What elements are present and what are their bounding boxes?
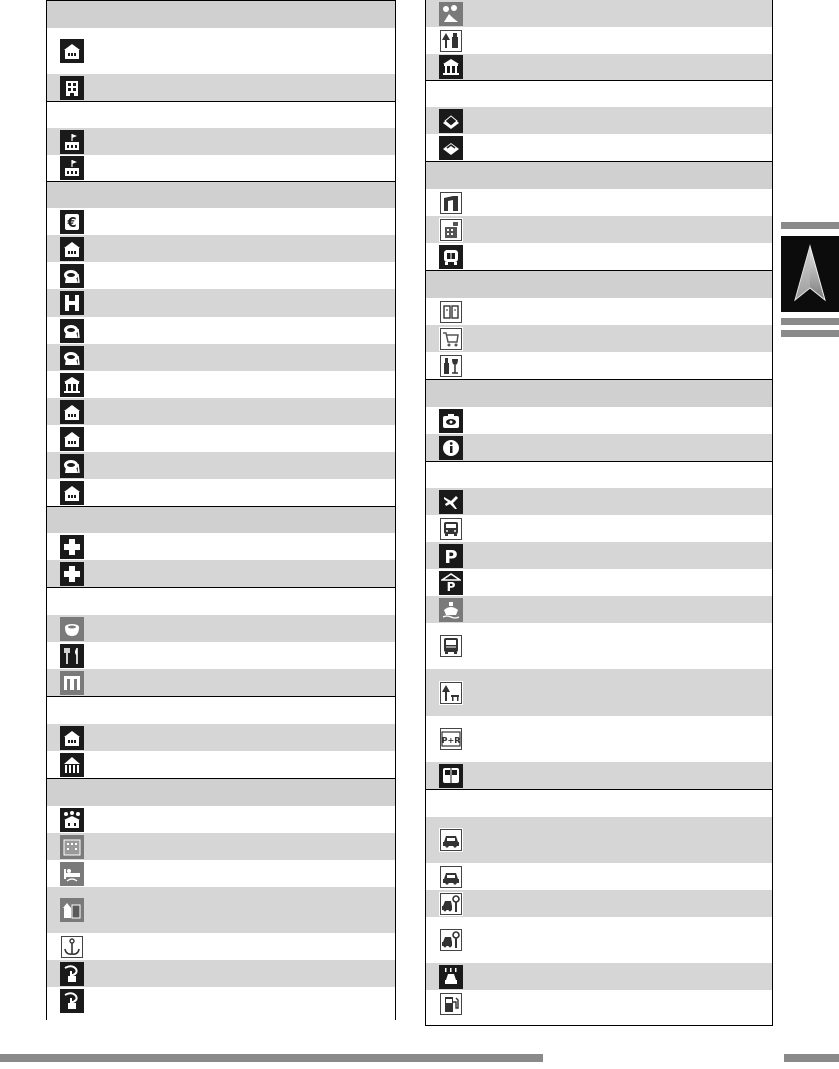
community-icon bbox=[60, 808, 84, 832]
table-row bbox=[47, 933, 395, 960]
table-row bbox=[47, 860, 395, 887]
building-icon bbox=[60, 400, 84, 424]
coffee-icon bbox=[60, 617, 84, 641]
metro-icon bbox=[439, 764, 463, 788]
table-row bbox=[47, 479, 395, 506]
table-row bbox=[426, 890, 772, 917]
table-row bbox=[426, 917, 772, 963]
bed-icon bbox=[60, 862, 84, 886]
category-header-row bbox=[426, 789, 772, 817]
table-row bbox=[47, 425, 395, 452]
food-court-icon bbox=[60, 671, 84, 695]
thumb-tab-bar-mid bbox=[781, 318, 839, 325]
first-aid-icon bbox=[60, 535, 84, 559]
thumb-tab bbox=[781, 236, 839, 312]
thumb-tab-bar-top bbox=[781, 222, 839, 229]
shopping-cart-icon bbox=[439, 327, 463, 351]
table-row bbox=[47, 28, 395, 74]
svg-text:P: P bbox=[446, 580, 456, 593]
table-row bbox=[47, 155, 395, 181]
table-row bbox=[47, 398, 395, 425]
train-icon bbox=[439, 634, 463, 658]
category-header-row bbox=[426, 379, 772, 407]
flag-building-icon bbox=[60, 130, 84, 154]
table-row bbox=[47, 669, 395, 696]
table-row bbox=[426, 189, 772, 216]
table-row bbox=[47, 74, 395, 101]
category-header-row bbox=[47, 778, 395, 806]
category-header-row bbox=[47, 696, 395, 724]
table-row bbox=[426, 298, 772, 325]
category-header-row bbox=[47, 181, 395, 208]
table-row bbox=[47, 642, 395, 669]
information-icon bbox=[439, 436, 463, 460]
table-row bbox=[47, 208, 395, 235]
table-row bbox=[426, 243, 772, 270]
right-table-column bbox=[425, 0, 773, 1026]
car-icon bbox=[439, 865, 463, 889]
building-icon bbox=[60, 39, 84, 63]
table-row bbox=[47, 751, 395, 778]
table-row bbox=[47, 235, 395, 262]
table-row bbox=[47, 317, 395, 344]
hotel-icon bbox=[60, 835, 84, 859]
education-icon bbox=[60, 264, 84, 288]
exhibition-icon bbox=[439, 245, 463, 269]
table-row bbox=[426, 762, 772, 789]
euro-icon bbox=[60, 210, 84, 234]
table-row bbox=[426, 596, 772, 623]
table-row bbox=[426, 407, 772, 434]
table-row bbox=[426, 963, 772, 990]
table-row bbox=[426, 863, 772, 890]
sports-icon bbox=[60, 962, 84, 986]
covered-parking-icon bbox=[439, 571, 463, 595]
town-hall-icon bbox=[60, 753, 84, 777]
park-icon bbox=[439, 29, 463, 53]
education-icon bbox=[60, 454, 84, 478]
svg-text:P+R: P+R bbox=[441, 736, 461, 745]
book-open-icon bbox=[439, 136, 463, 160]
table-row bbox=[47, 887, 395, 933]
table-row bbox=[426, 352, 772, 379]
left-table-column bbox=[46, 0, 396, 1020]
table-row bbox=[426, 27, 772, 54]
car-repair-icon bbox=[439, 892, 463, 916]
table-row bbox=[47, 128, 395, 155]
table-row bbox=[426, 817, 772, 863]
wine-icon bbox=[439, 354, 463, 378]
ferry-icon bbox=[439, 598, 463, 622]
category-header-row bbox=[426, 461, 772, 488]
hospital-icon bbox=[60, 291, 84, 315]
table-row bbox=[47, 289, 395, 317]
table-row bbox=[426, 716, 772, 762]
navigation-arrow-icon bbox=[793, 244, 827, 304]
category-header-row bbox=[47, 101, 395, 128]
building-icon bbox=[60, 481, 84, 505]
table-row bbox=[47, 833, 395, 860]
bookstore-icon bbox=[439, 300, 463, 324]
table-row bbox=[426, 542, 772, 569]
sports-club-icon bbox=[439, 2, 463, 26]
table-row bbox=[426, 54, 772, 80]
table-row bbox=[47, 452, 395, 479]
table-row bbox=[426, 216, 772, 243]
building-icon bbox=[60, 427, 84, 451]
car-wash-icon bbox=[439, 965, 463, 989]
museum-icon bbox=[439, 55, 463, 79]
museum-icon bbox=[60, 373, 84, 397]
svg-text:€: € bbox=[67, 216, 77, 231]
tourist-office-icon bbox=[439, 409, 463, 433]
flag-building-icon bbox=[60, 156, 84, 180]
fuel-station-icon bbox=[439, 992, 463, 1016]
table-row bbox=[426, 134, 772, 161]
parking-icon bbox=[439, 544, 463, 568]
cutlery-icon bbox=[60, 644, 84, 668]
table-row bbox=[47, 533, 395, 560]
table-row bbox=[426, 107, 772, 134]
category-header-row bbox=[426, 80, 772, 107]
table-row bbox=[426, 515, 772, 542]
table-row bbox=[47, 560, 395, 587]
education-icon bbox=[60, 319, 84, 343]
table-row bbox=[426, 488, 772, 515]
table-row bbox=[426, 325, 772, 352]
table-row bbox=[47, 960, 395, 987]
category-header-row bbox=[47, 0, 395, 28]
car-dealer-icon bbox=[439, 828, 463, 852]
grid-building-icon bbox=[60, 76, 84, 100]
first-aid-icon bbox=[60, 562, 84, 586]
thumb-tab-bar-bottom bbox=[781, 330, 839, 337]
table-row bbox=[47, 262, 395, 289]
holiday-village-icon bbox=[60, 898, 84, 922]
table-row bbox=[47, 615, 395, 642]
anchor-icon bbox=[60, 935, 84, 959]
category-header-row bbox=[47, 506, 395, 533]
table-row bbox=[426, 434, 772, 461]
table-row bbox=[47, 344, 395, 371]
table-row bbox=[47, 987, 395, 1014]
footer-bar-left bbox=[0, 1054, 543, 1062]
table-row bbox=[47, 806, 395, 833]
table-row bbox=[426, 569, 772, 596]
category-header-row bbox=[47, 587, 395, 615]
category-header-row bbox=[426, 270, 772, 298]
rest-area-icon bbox=[439, 681, 463, 705]
building-icon bbox=[60, 237, 84, 261]
table-row bbox=[426, 669, 772, 716]
education-icon bbox=[60, 346, 84, 370]
building-icon bbox=[60, 726, 84, 750]
svg-text:P: P bbox=[444, 547, 458, 566]
office-icon bbox=[439, 218, 463, 242]
factory-icon bbox=[439, 191, 463, 215]
table-row bbox=[426, 0, 772, 27]
table-row bbox=[47, 724, 395, 751]
bus-icon bbox=[439, 517, 463, 541]
footer-bar-right bbox=[784, 1054, 839, 1062]
book-icon bbox=[439, 109, 463, 133]
category-header-row bbox=[426, 161, 772, 189]
table-row bbox=[426, 623, 772, 669]
airport-icon bbox=[439, 490, 463, 514]
sports-icon bbox=[60, 989, 84, 1013]
table-row bbox=[426, 990, 772, 1017]
park-and-ride-icon bbox=[439, 727, 463, 751]
table-row bbox=[47, 371, 395, 398]
car-repair-icon bbox=[439, 928, 463, 952]
